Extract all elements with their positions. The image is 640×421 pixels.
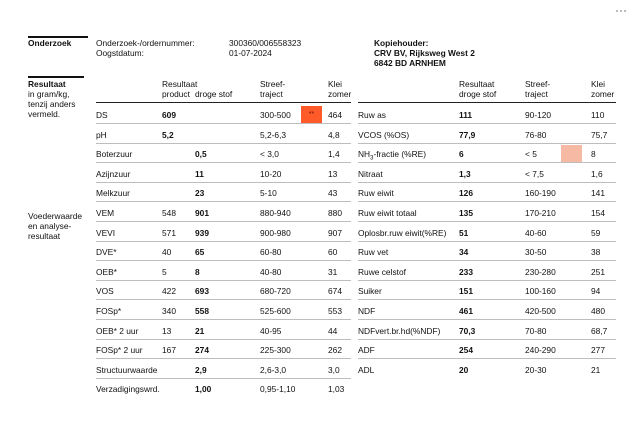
result-note-line: tenzij anders [28,99,76,109]
dry-matter-value: 2,9 [195,364,207,375]
row-label: Azijnzuur [96,168,131,179]
target-range: 230-280 [525,266,556,277]
row-label: $NH_3$-fractie (%RE) [358,149,427,162]
left-header-rule [96,102,351,103]
row-separator [358,260,616,261]
dry-matter-value: 274 [195,345,209,356]
row-label: OEB* [96,266,117,277]
row-label: Melkzuur [96,188,130,199]
dry-matter-value: 461 [459,306,473,316]
row-separator [96,358,351,359]
clay-summer-value: 1,03 [328,384,345,395]
target-range: 100-160 [525,286,556,297]
product-value: 571 [162,227,176,238]
copy-holder-line2: 6842 BD ARNHEM [374,58,446,68]
order-number-value: 300360/006558323 [229,38,302,48]
row-separator [96,143,351,144]
clay-summer-value: 13 [328,168,338,179]
clay-summer-value: 75,7 [591,129,608,140]
row-label: ADF [358,345,375,356]
target-range: 240-290 [525,345,556,356]
dry-matter-value: 254 [459,345,473,356]
target-range: 10-20 [260,168,282,179]
product-value: 340 [162,306,176,316]
target-range: 420-500 [525,306,556,316]
row-label: Ruw eiwit totaal [358,208,417,218]
target-range: 525-600 [260,306,291,316]
clay-summer-value: 8 [591,149,596,160]
right-header-rule [358,102,616,103]
row-label: VEVI [96,227,116,238]
copy-holder-line1: CRV BV, Rijksweg West 2 [374,48,475,58]
clay-summer-value: 907 [328,227,342,238]
target-range: 60-80 [260,247,282,258]
row-separator [358,339,616,340]
target-range: < 3,0 [260,149,279,160]
row-label: pH [96,129,107,140]
product-value: 548 [162,208,176,218]
dry-matter-value: 1,00 [195,384,212,395]
product-value: 609 [162,110,176,120]
row-separator [96,182,351,183]
target-range: 300-500 [260,110,291,120]
row-separator [358,280,616,281]
clay-summer-value: 880 [328,208,342,218]
row-label: Ruw vet [358,247,389,258]
dry-matter-value: 70,3 [459,325,476,336]
row-label: Oplosbr.ruw eiwit(%RE) [358,227,447,238]
clay-summer-value: 38 [591,247,601,258]
clay-summer-value: 464 [328,110,342,120]
row-separator [358,201,616,202]
row-label: NDF [358,306,376,316]
target-range: 30-50 [525,247,547,258]
feed-value-label: resultaat [28,231,61,241]
target-range: 70-80 [525,325,547,336]
result-rule [28,76,84,78]
clay-summer-value: 480 [591,306,605,316]
dry-matter-value: 8 [195,266,200,277]
dry-matter-value: 77,9 [459,129,476,140]
row-separator [96,319,351,320]
row-separator [96,221,351,222]
dry-matter-value: 20 [459,364,469,375]
row-label: Boterzuur [96,149,133,160]
harvest-date-label: Oogstdatum: [96,48,144,58]
target-range: 160-190 [525,188,556,199]
row-separator [358,299,616,300]
row-label: Ruw as [358,110,386,120]
left-header-target: traject [260,89,283,99]
clay-summer-value: 1,6 [591,168,603,179]
target-range: 20-30 [525,364,547,375]
clay-summer-value: 3,0 [328,364,340,375]
dry-matter-value: 11 [195,168,204,179]
deviation-flag: ** [301,106,322,124]
row-separator [96,123,351,124]
row-label: NDFvert.br.hd(%NDF) [358,325,441,336]
left-header-clay: Klei [328,79,342,89]
dry-matter-value: 901 [195,208,209,218]
target-range: 880-940 [260,208,291,218]
clay-summer-value: 674 [328,286,342,297]
left-header-dry: droge stof [195,89,233,99]
row-label: Nitraat [358,168,383,179]
target-range: 225-300 [260,345,291,356]
row-separator [358,182,616,183]
row-separator [358,162,616,163]
target-range: 900-980 [260,227,291,238]
deviation-flag [561,145,582,163]
clay-summer-value: 94 [591,286,601,297]
right-header-target: Streef- [525,79,551,89]
row-separator [96,339,351,340]
left-header-clay: zomer [328,89,352,99]
row-separator [96,260,351,261]
row-separator [358,319,616,320]
left-header-result: product [162,89,190,99]
dry-matter-value: 126 [459,188,473,199]
right-header-target: traject [525,89,548,99]
clay-summer-value: 141 [591,188,605,199]
dry-matter-value: 0,5 [195,149,207,160]
left-header-target: Streef- [260,79,286,89]
row-separator [358,221,616,222]
clay-summer-value: 31 [328,266,338,277]
result-note-line: in gram/kg, [28,89,70,99]
right-header-result: Resultaat [459,79,495,89]
target-range: 76-80 [525,129,547,140]
result-title: Resultaat [28,79,66,89]
target-range: 40-95 [260,325,282,336]
product-value: 5,2 [162,129,174,140]
clay-summer-value: 4,8 [328,129,340,140]
row-separator [96,201,351,202]
target-range: 5,2-6,3 [260,129,287,140]
clay-summer-value: 277 [591,345,605,356]
row-label: VCOS (%OS) [358,129,410,140]
right-header-clay: Klei [591,79,605,89]
right-header-result: droge stof [459,89,497,99]
target-range: 40-60 [525,227,547,238]
row-label: Suiker [358,286,382,297]
target-range: 2,6-3,0 [260,364,287,375]
target-range: 40-80 [260,266,282,277]
row-separator [96,378,351,379]
harvest-date-value: 01-07-2024 [229,48,272,58]
dry-matter-value: 693 [195,286,209,297]
decorative-dots [616,10,626,12]
clay-summer-value: 110 [591,110,605,120]
dry-matter-value: 151 [459,286,473,297]
row-separator [358,358,616,359]
feed-value-label: en analyse- [28,221,72,231]
feed-value-label: Voederwaarde [28,211,83,221]
clay-summer-value: 1,4 [328,149,340,160]
target-range: 5-10 [260,188,277,199]
section-title-onderzoek: Onderzoek [28,38,72,48]
clay-summer-value: 154 [591,208,605,218]
row-label: Structuurwaarde [96,364,158,375]
dry-matter-value: 1,3 [459,168,471,179]
clay-summer-value: 21 [591,364,601,375]
product-value: 167 [162,345,176,356]
row-separator [358,143,616,144]
product-value: 5 [162,266,167,277]
dry-matter-value: 111 [459,110,473,120]
row-label: Ruw eiwit [358,188,394,199]
row-label: VEM [96,208,115,218]
right-header-clay: zomer [591,89,615,99]
row-separator [358,241,616,242]
dry-matter-value: 135 [459,208,473,218]
dry-matter-value: 23 [195,188,205,199]
product-value: 40 [162,247,172,258]
target-range: 0,95-1,10 [260,384,296,395]
product-value: 422 [162,286,176,297]
target-range: < 5 [525,149,537,160]
dry-matter-value: 65 [195,247,205,258]
product-value: 13 [162,325,172,336]
dry-matter-value: 558 [195,306,209,316]
row-separator [96,241,351,242]
dry-matter-value: 21 [195,325,205,336]
clay-summer-value: 60 [328,247,338,258]
row-label: OEB* 2 uur [96,325,139,336]
row-separator [96,280,351,281]
clay-summer-value: 43 [328,188,338,199]
dry-matter-value: 939 [195,227,209,238]
row-label: FOSp* 2 uur [96,345,143,356]
row-label: ADL [358,364,375,375]
row-separator [96,299,351,300]
clay-summer-value: 44 [328,325,338,336]
clay-summer-value: 59 [591,227,601,238]
target-range: 170-210 [525,208,556,218]
row-separator [96,162,351,163]
clay-summer-value: 68,7 [591,325,608,336]
row-label: FOSp* [96,306,122,316]
result-note-line: vermeld. [28,109,61,119]
dry-matter-value: 6 [459,149,464,160]
order-number-label: Onderzoek-/ordernummer: [96,38,195,48]
row-label: DS [96,110,108,120]
clay-summer-value: 553 [328,306,342,316]
target-range: 680-720 [260,286,291,297]
dry-matter-value: 233 [459,266,473,277]
copy-holder-label: Kopiehouder: [374,38,429,48]
dry-matter-value: 34 [459,247,469,258]
dry-matter-value: 51 [459,227,469,238]
target-range: 90-120 [525,110,552,120]
row-label: VOS [96,286,114,297]
clay-summer-value: 262 [328,345,342,356]
row-label: Verzadigingswrd. [96,384,160,395]
target-range: < 7,5 [525,168,544,179]
row-label: Ruwe celstof [358,266,406,277]
left-header-result: Resultaat [162,79,198,89]
clay-summer-value: 251 [591,266,605,277]
row-separator [358,123,616,124]
row-label: DVE* [96,247,117,258]
